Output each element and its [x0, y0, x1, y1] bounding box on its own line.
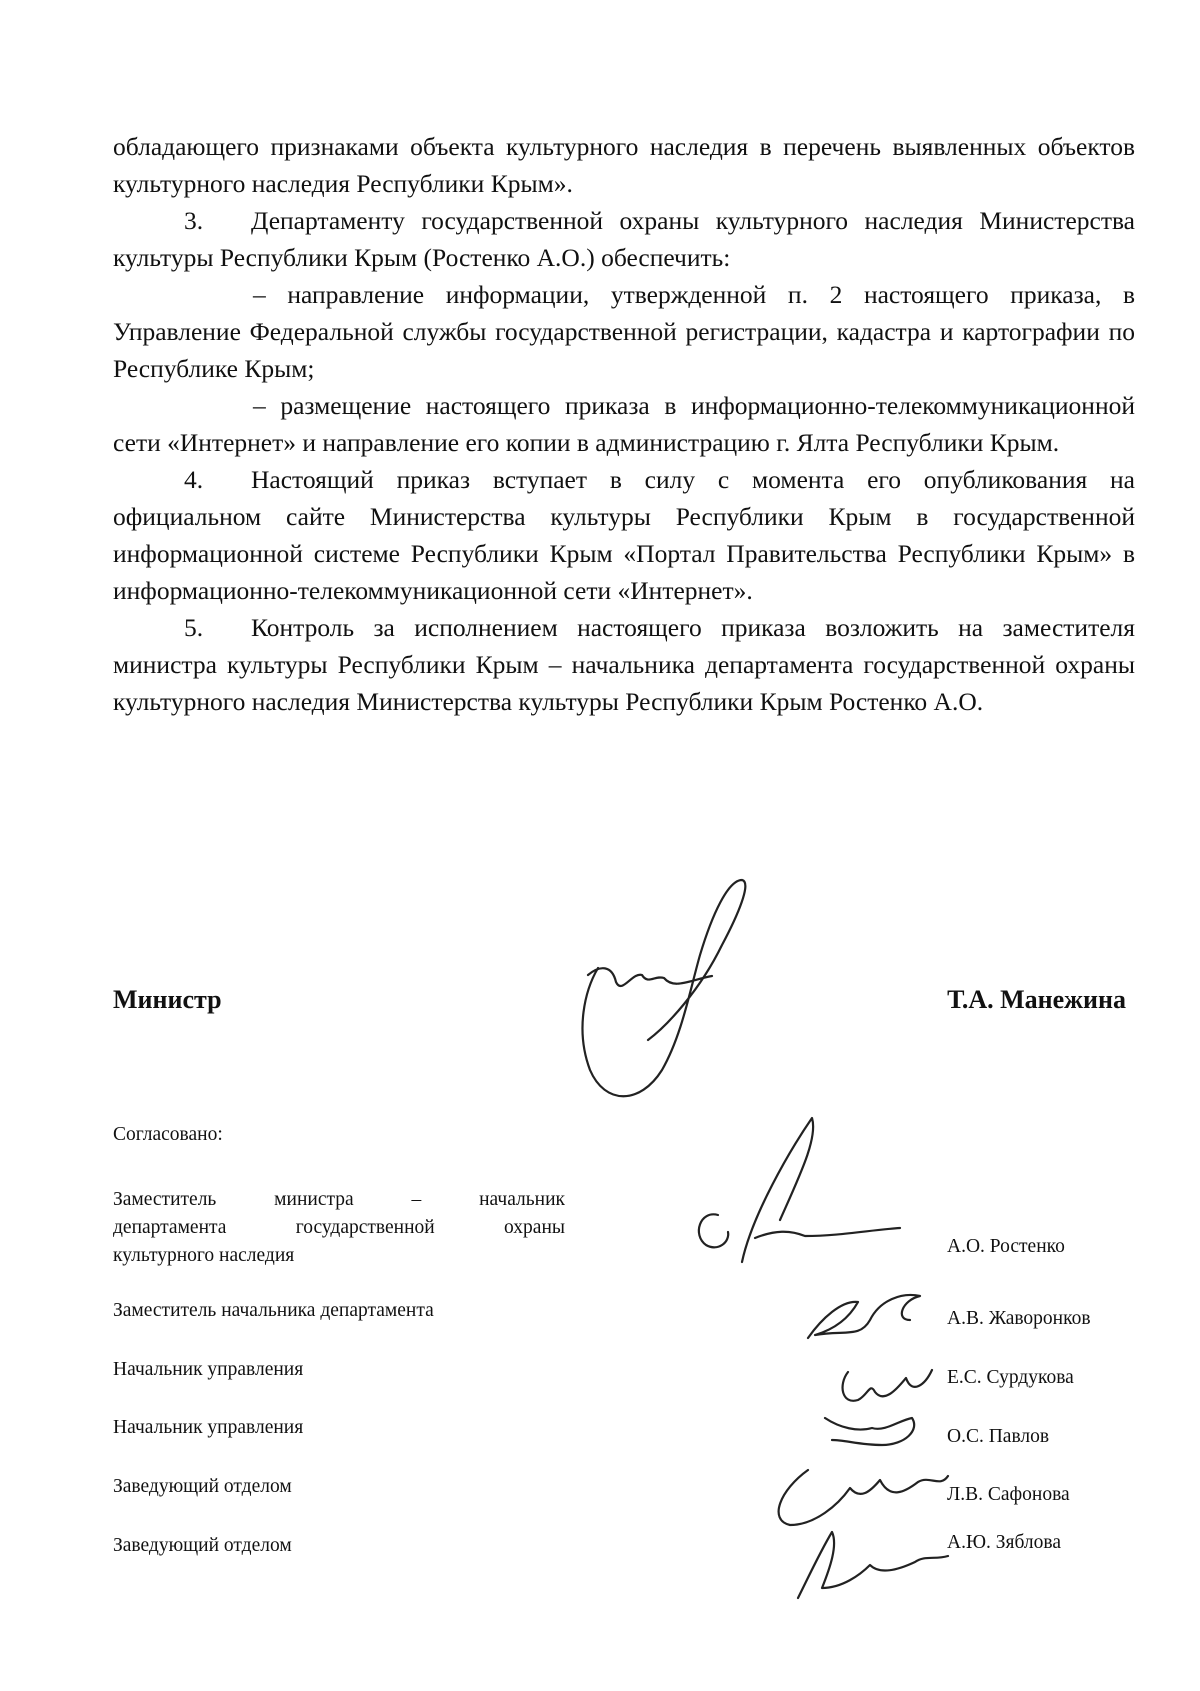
approval-name-2: А.В. Жаворонков — [947, 1308, 1091, 1329]
approval-title-3: Начальник управления — [113, 1359, 304, 1380]
approval-title-1 — [113, 1186, 565, 1270]
clause-4 — [113, 461, 1135, 609]
minister-title: Министр — [113, 985, 222, 1014]
approval-title-1-line-3: культурного наследия — [113, 1245, 295, 1266]
approval-signature-1 — [699, 1118, 900, 1262]
paragraph-intro: обладающего признаками объекта культурного наследия в перечень выявленных объектов культурного наследия Республики Крым». — [113, 132, 1135, 198]
approval-name-3: Е.С. Сурдукова — [947, 1367, 1074, 1388]
approval-title-2: Заместитель начальника департамента — [113, 1300, 434, 1321]
clause-5 — [113, 609, 1135, 720]
approval-title-5: Заведующий отделом — [113, 1476, 292, 1497]
clause-4-number: 4. — [184, 465, 204, 494]
clause-3-text: Департаменту государственной охраны культурного наследия Министерства культуры Республики Крым (Ростенко А.О.) обеспечить: — [113, 206, 1135, 272]
clause-3 — [113, 202, 1135, 276]
clause-5-text: Контроль за исполнением настоящего приказа возложить на заместителя министра культуры Республики Крым – начальника департамента государственной охраны культурного наследия Министерства культуры Республики Крым Ростенко А.О. — [113, 613, 1135, 716]
minister-signature — [582, 880, 745, 1096]
approval-signature-6 — [798, 1532, 948, 1598]
approval-title-1-line-1: Заместитель министра – начальник — [113, 1189, 565, 1210]
approval-signature-4 — [825, 1418, 914, 1445]
approval-name-5: Л.В. Сафонова — [947, 1484, 1070, 1505]
approval-name-1: А.О. Ростенко — [947, 1236, 1065, 1257]
approval-name-6: А.Ю. Зяблова — [947, 1532, 1062, 1553]
approval-name-4: О.С. Павлов — [947, 1426, 1050, 1447]
approval-title-1-line-2: департамента государственной охраны — [113, 1217, 565, 1238]
document-body — [113, 128, 1135, 720]
clause-4-text: Настоящий приказ вступает в силу с момента его опубликования на официальном сайте Министерства культуры Республики Крым в государственной информационной системе Республики Крым «Портал Правительства Республики Крым» в информационно-телекоммуникационной сети «Интернет». — [113, 465, 1135, 605]
clause-3-item-1: – направление информации, утвержденной п. 2 настоящего приказа, в Управление Федеральной службы государственной регистрации, кадастра и картографии по Республике Крым; — [113, 280, 1135, 383]
approval-title-4: Начальник управления — [113, 1417, 304, 1438]
minister-name: Т.А. Манежина — [947, 985, 1126, 1014]
clause-5-number: 5. — [184, 613, 204, 642]
approvals-heading: Согласовано: — [113, 1124, 223, 1145]
approval-signature-5 — [779, 1470, 948, 1525]
clause-3-number: 3. — [184, 206, 204, 235]
approval-signature-3 — [843, 1370, 932, 1401]
approval-title-6: Заведующий отделом — [113, 1535, 292, 1556]
clause-3-item-2: – размещение настоящего приказа в информационно-телекоммуникационной сети «Интернет» и направление его копии в администрацию г. Ялта Республики Крым. — [113, 391, 1135, 457]
approval-signature-2 — [808, 1295, 920, 1338]
